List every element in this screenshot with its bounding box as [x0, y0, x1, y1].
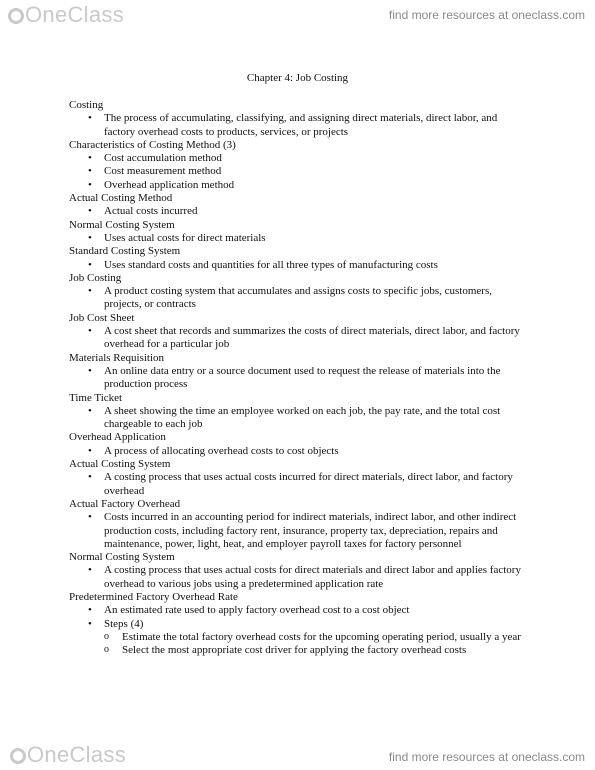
bullet-item — [69, 365, 529, 392]
top-banner — [0, 0, 595, 34]
section-heading: Costing — [69, 99, 104, 111]
logo-circle-icon — [8, 8, 24, 24]
bullet-item — [69, 445, 529, 458]
sub-item: o Estimate the total factory overhead costs for the upcoming operating period, usually a year — [69, 631, 529, 644]
bullet-item — [69, 325, 529, 352]
bullet-text: A sheet showing the time an employee worked on each job, the pay rate, and the total cost chargeable to each job — [104, 404, 501, 431]
bullet-item — [69, 259, 529, 272]
section-heading: Actual Costing Method — [69, 192, 173, 205]
bullet-list — [69, 152, 529, 192]
bullet-item — [69, 165, 529, 178]
bullet-item — [69, 471, 529, 498]
page-title: Chapter 4: Job Costing — [246, 72, 349, 84]
bullet-list — [69, 445, 529, 458]
logo-text: OneClass — [25, 2, 124, 27]
bullet-list — [69, 471, 529, 498]
bullet-text: A costing process that uses actual costs for direct materials and direct labor and applies factory overhead to various jobs using a predetermined application rate — [104, 564, 521, 590]
section-heading: Normal Costing System — [69, 218, 175, 231]
section-heading: Actual Costing System — [69, 458, 171, 471]
bullet-item — [69, 405, 529, 432]
bullet-item — [69, 152, 529, 165]
promo-link[interactable]: find more resources at oneclass.com — [388, 8, 585, 22]
bullet-list — [69, 205, 529, 218]
bottom-banner — [0, 738, 595, 770]
bullet-text: A cost sheet that records and summarizes the costs of direct materials, direct labor, and factory overhead for a particular job — [104, 325, 520, 351]
oneclass-logo[interactable] — [8, 2, 124, 28]
section-heading: Actual Factory Overhead — [69, 497, 181, 510]
bullet-item — [69, 232, 529, 245]
section-heading: Job Cost Sheet — [69, 311, 135, 324]
promo-link-footer[interactable]: find more resources at oneclass.com — [388, 750, 585, 764]
section-heading: Materials Requisition — [69, 351, 165, 364]
bullet-text: Overhead application method — [104, 178, 235, 191]
logo-circle-icon — [10, 748, 26, 764]
bullet-list — [69, 259, 529, 272]
logo-text: OneClass — [27, 742, 126, 767]
bullet-text: An estimated rate used to apply factory overhead cost to a cost object — [104, 604, 410, 617]
bullet-text: Actual costs incurred — [104, 205, 198, 218]
section-heading: Normal Costing System — [69, 551, 175, 564]
bullet-item — [69, 285, 529, 312]
bullet-item — [69, 511, 529, 551]
bullet-list — [69, 405, 529, 432]
bullet-text: Cost measurement method — [104, 165, 222, 178]
sub-item: o Select the most appropriate cost driver for applying the factory overhead costs — [69, 644, 529, 657]
bullet-list — [69, 112, 529, 139]
bullet-text: Uses actual costs for direct materials — [104, 231, 266, 244]
bullet-text: An online data entry or a source document used to request the release of materials into the production process — [104, 364, 501, 391]
bullet-item — [69, 179, 529, 192]
bullet-item — [69, 205, 529, 218]
bullet-item — [69, 604, 529, 617]
bullet-list — [69, 564, 529, 591]
bullet-list — [69, 325, 529, 352]
bullet-text: A process of allocating overhead costs to cost objects — [104, 444, 339, 457]
bullet-list — [69, 604, 529, 657]
section-heading: Characteristics of Costing Method (3) — [69, 138, 236, 151]
bullet-list — [69, 285, 529, 312]
bullet-list — [69, 511, 529, 551]
bullet-item — [69, 564, 529, 591]
bullet-list — [69, 232, 529, 245]
bullet-text: Costs incurred in an accounting period for indirect materials, indirect labor, and other indirect production costs, including factory rent, insurance, property tax, depreciation, repairs and maintenance, power, light, heat, and employer payroll taxes for factory personnel — [104, 511, 517, 550]
section-heading: Job Costing — [69, 271, 122, 284]
bullet-text: The process of accumulating, classifying, and assigning direct materials, direct labor, and factory overhead costs to products, services, or projects — [104, 112, 498, 138]
sub-list — [69, 631, 529, 658]
bullet-text: A product costing system that accumulates and assigns costs to specific jobs, customers, projects, or contracts — [104, 285, 492, 311]
bullet-item — [69, 618, 529, 631]
bullet-item — [69, 112, 529, 139]
section-heading: Standard Costing System — [69, 245, 181, 258]
bullet-text: Cost accumulation method — [104, 152, 222, 165]
section-heading: Predetermined Factory Overhead Rate — [69, 590, 238, 603]
bullet-text: A costing process that uses actual costs incurred for direct materials, direct labor, and factory overhead — [104, 471, 513, 497]
bullet-text: Uses standard costs and quantities for all three types of manufacturing costs — [104, 258, 438, 271]
bullet-text: Steps (4) — [104, 617, 144, 630]
oneclass-logo-footer[interactable] — [10, 742, 126, 768]
section-heading: Overhead Application — [69, 431, 166, 444]
notes-body — [69, 99, 529, 657]
bullet-list — [69, 365, 529, 392]
section-heading: Time Ticket — [69, 391, 123, 404]
